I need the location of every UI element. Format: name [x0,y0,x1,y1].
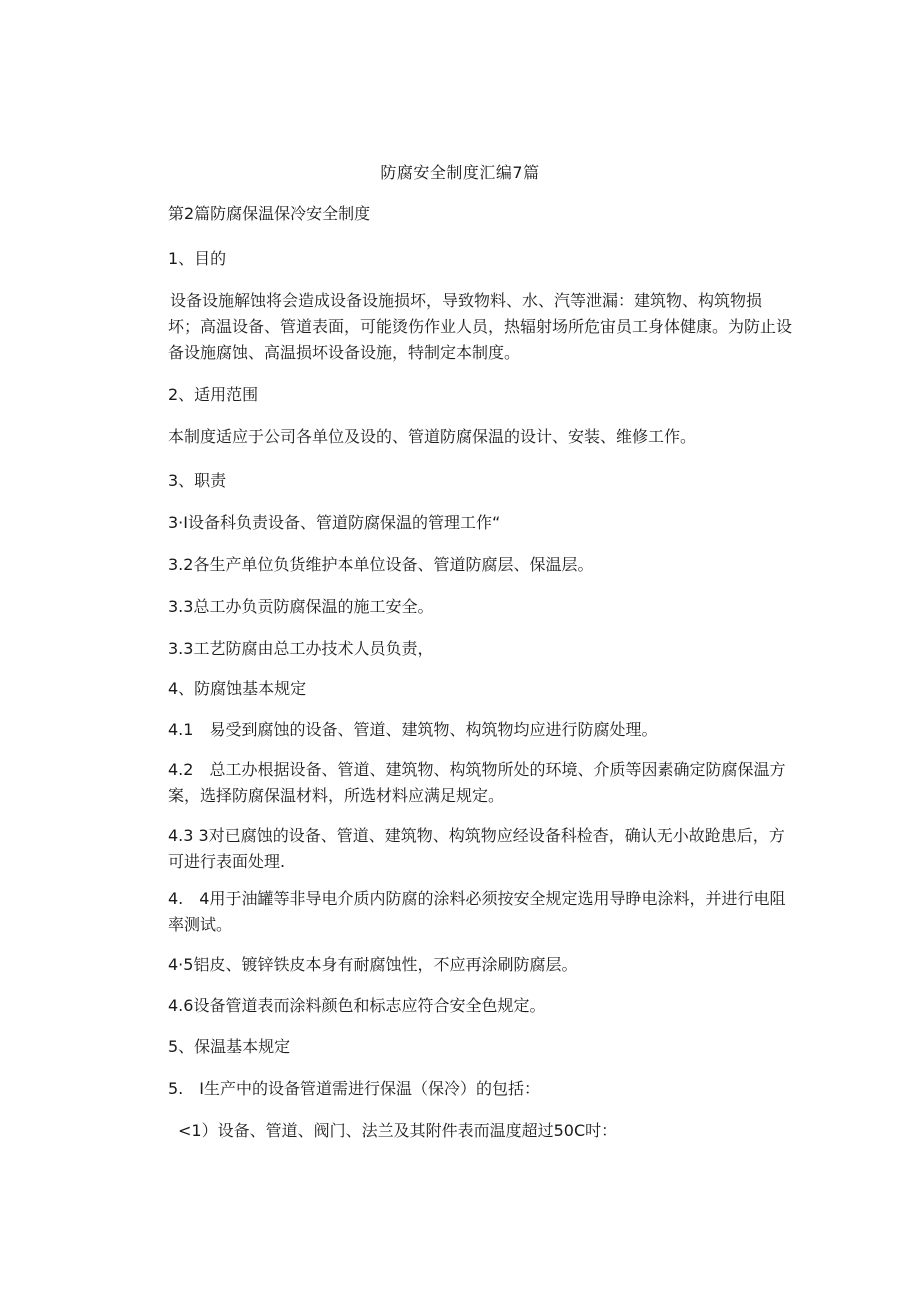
section-5-heading: 5、保温基本规定 [168,1037,291,1056]
section-4-item-6: 4.6设备管道表而涂料颜色和标志应符合安全色规定。 [168,996,546,1015]
section-4-heading: 4、防腐蚀基本规定 [168,679,307,698]
section-3-heading: 3、职责 [168,471,227,490]
section-4-item-4: 4. 4用于油罐等非导电介质内防腐的涂料必须按安全规定选用导睁电涂料，并进行电阻率测试。 [168,889,786,934]
document-title: 防腐安全制度汇编7篇 [380,163,540,182]
chapter-title: 第2篇防腐保温保冷安全制度 [168,204,371,223]
section-5-subitem-1: <1）设备、管道、阀门、法兰及其附件表而温度超过50C吋： [178,1121,618,1140]
section-2-heading: 2、适用范围 [168,385,259,404]
section-5-item-1: 5. I生产中的设备管道需进行保温（保冷）的包括： [168,1079,540,1098]
section-1-body [168,288,793,366]
section-3-item-1: 3·I设备科负责设备、管道防腐保温的管理工作“ [168,513,501,532]
section-3-item-3: 3.3总工办负贡防腐保温的施工安全。 [168,597,434,616]
section-4-item-2: 4.2 总工办根据设备、管道、建筑物、构筑物所处的环境、介质等因素确定防腐保温方案，选择防腐保温材料，所选材料应满足规定。 [168,760,786,805]
section-3-item-4: 3.3工艺防腐由总工办技术人员负责， [168,639,434,658]
section-4-item-3: 4.3 3对已腐蚀的设备、管道、建筑物、构筑物应经设备科检杳，确认无小故跄患后，方可进行表面处理. [168,826,785,871]
section-4-item-1: 4.1 易受到腐蚀的设备、管道、建筑物、构筑物均应进行防腐处理。 [168,720,658,739]
section-4-item-5: 4·5铝皮、镀锌铁皮本身有耐腐蚀性，不应再涂刷防腐层。 [168,955,578,974]
section-3-item-2: 3.2各生产单位负货维护本单位设备、管道防腐层、保温层。 [168,555,594,574]
section-1-body-text: 设备设施解蚀将会造成设备设施损坏，导致物料、水、汽等泄漏：建筑物、构筑物损坏；高温设备、管道表面，可能烫伤作业人员，热辐射场所危宙员工身体健康。为防止设备设施腐蚀、高温损坏设备设施，特制定本制度。 [168,291,793,362]
section-2-body: 本制度适应于公司各单位及设的、管道防腐保温的设计、安装、维修工作。 [168,427,697,446]
section-1-heading: 1、目的 [168,249,227,268]
